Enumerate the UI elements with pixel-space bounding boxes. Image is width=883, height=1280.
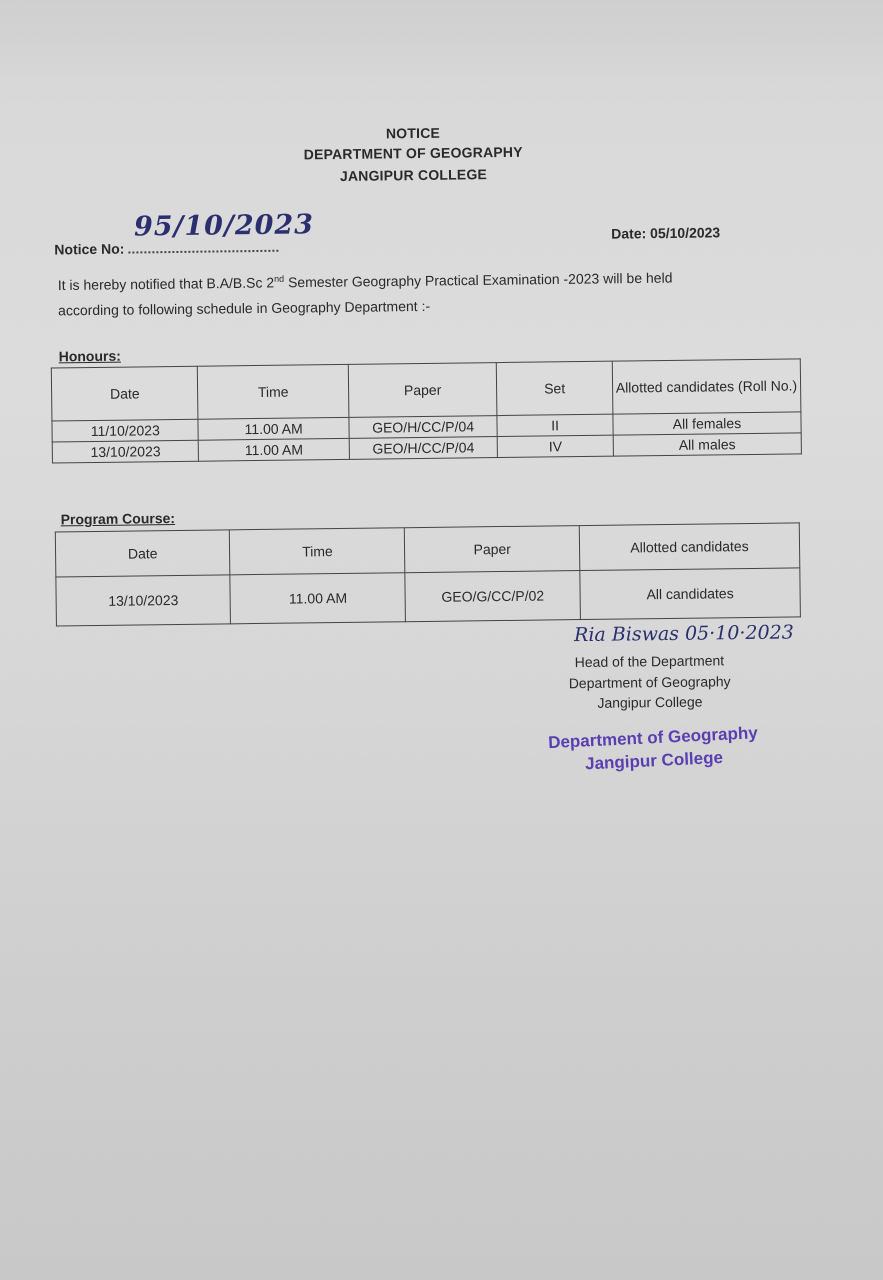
college-heading: JANGIPUR COLLEGE [339,166,488,184]
header-allotted: Allotted candidates (Roll No.) [612,359,801,414]
signatory-college: Jangipur College [597,693,703,711]
cell-time: 11.00 AM [230,573,406,624]
signatory-department: Department of Geography [568,673,731,692]
notice-date: Date: 05/10/2023 [611,224,721,242]
cell-set: IV [498,435,614,457]
header-paper: Paper [348,363,497,418]
cell-allotted: All males [613,433,801,456]
table-header-row [51,359,801,421]
cell-paper: GEO/G/CC/P/02 [405,571,580,622]
header-set: Set [497,361,613,415]
cell-allotted: All females [613,412,801,435]
notice-number [54,209,315,258]
cell-set: II [497,414,613,436]
header-time: Time [230,528,406,575]
header-date: Date [51,366,198,421]
header-date: Date [55,530,230,577]
header-paper: Paper [405,526,580,573]
table-row [56,568,801,626]
cell-time: 11.00 AM [198,417,348,440]
program-course-label: Program Course: [60,510,176,528]
department-heading: DEPARTMENT OF GEOGRAPHY [303,143,523,163]
header-time: Time [198,364,349,419]
department-stamp [533,722,775,779]
notice-number-handwritten: 95/10/2023 [133,209,315,243]
handwritten-signature: Ria Biswas 05·10·2023 [573,621,794,647]
notice-title: NOTICE [385,124,441,142]
body-line-2: according to following schedule in Geography Department :- [58,297,431,319]
stamp-line-1: Department of Geography [547,723,759,753]
signatory-title: Head of the Department [574,652,725,671]
cell-paper: GEO/H/CC/P/04 [349,437,498,460]
notice-number-field [128,209,315,254]
cell-allotted: All candidates [580,568,801,620]
cell-time: 11.00 AM [199,438,349,461]
body-line-1: It is hereby notified that B.A/B.Sc 2nd Semester Geography Practical Examination -2023 will be held [57,269,673,294]
cell-date: 11/10/2023 [52,419,199,442]
cell-date: 13/10/2023 [56,575,231,626]
cell-paper: GEO/H/CC/P/04 [349,416,498,439]
header-allotted: Allotted candidates [579,523,800,571]
cell-date: 13/10/2023 [52,440,199,463]
program-course-table [55,522,801,626]
honours-label: Honours: [58,347,121,365]
stamp-line-2: Jangipur College [584,747,724,774]
notice-number-label: Notice No: [54,240,125,258]
honours-table [51,358,802,463]
